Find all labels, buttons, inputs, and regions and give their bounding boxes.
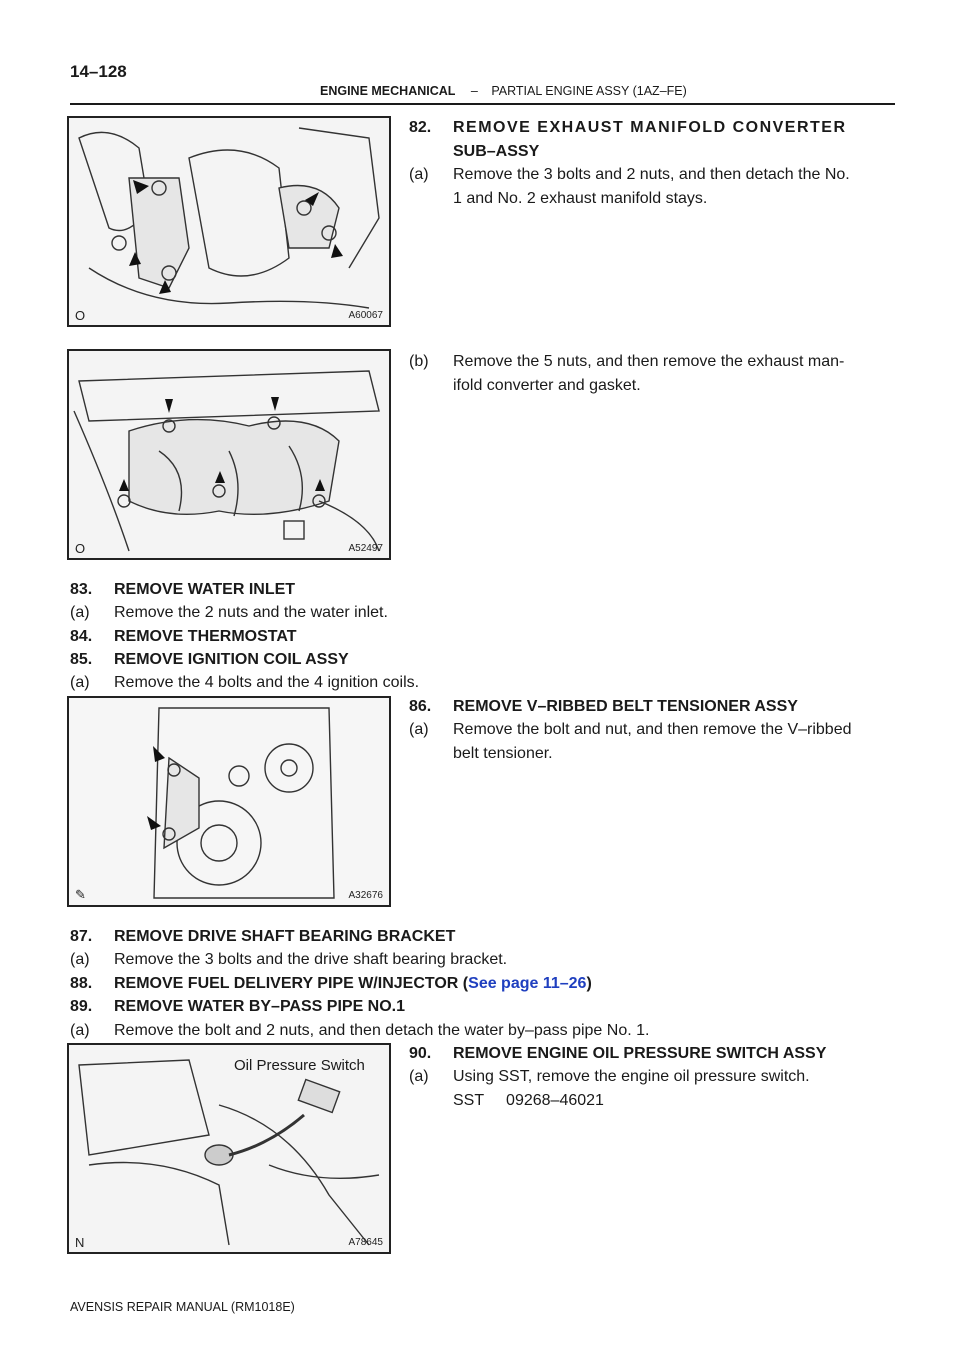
page-number: 14–128: [70, 62, 127, 81]
step-83a: (a) Remove the 2 nuts and the water inlet.: [70, 604, 388, 621]
figure-code: A78645: [348, 1237, 383, 1248]
step-82b-cont: ifold converter and gasket.: [453, 377, 641, 394]
step-85a: (a) Remove the 4 bolts and the 4 ignition coils.: [70, 674, 420, 691]
step-86-title: 86. REMOVE V–RIBBED BELT TENSIONER ASSY: [409, 698, 798, 715]
step-82-title: 82. REMOVE EXHAUST MANIFOLD CONVERTER: [409, 119, 847, 136]
step-90-title: 90. REMOVE ENGINE OIL PRESSURE SWITCH ASSY: [409, 1045, 827, 1062]
figure-exhaust-manifold-stays: [67, 116, 391, 327]
header-rule: [70, 103, 895, 105]
oil-switch-illustration-icon: [69, 1045, 389, 1252]
figure-code: A52497: [348, 543, 383, 554]
step-82a-cont: 1 and No. 2 exhaust manifold stays.: [453, 190, 708, 207]
step-87-title: 87. REMOVE DRIVE SHAFT BEARING BRACKET: [70, 928, 456, 945]
step-85-title: 85. REMOVE IGNITION COIL ASSY: [70, 651, 349, 668]
figure-mark: O: [75, 541, 86, 556]
step-87a: (a) Remove the 3 bolts and the drive shaft bearing bracket.: [70, 951, 508, 968]
see-page-link[interactable]: See page 11–26: [468, 975, 587, 992]
callout-label: Oil Pressure Switch: [234, 1057, 365, 1074]
page-footer: AVENSIS REPAIR MANUAL (RM1018E): [70, 1300, 295, 1314]
figure-mark: O: [75, 308, 86, 323]
figure-oil-pressure-switch: [67, 1043, 391, 1254]
figure-exhaust-manifold-converter: [67, 349, 391, 560]
figure-code: A32676: [348, 890, 383, 901]
header-subsection: PARTIAL ENGINE ASSY (1AZ–FE): [491, 84, 687, 98]
page-header: [320, 84, 687, 98]
step-82-title-cont: SUB–ASSY: [453, 143, 540, 160]
figure-mark: ✎: [75, 887, 86, 902]
step-83-title: 83. REMOVE WATER INLET: [70, 581, 296, 598]
step-90a-sst: SST 09268–46021: [453, 1092, 604, 1109]
figure-belt-tensioner: [67, 696, 391, 907]
step-89a: (a) Remove the bolt and 2 nuts, and then detach the water by–pass pipe No. 1.: [70, 1022, 650, 1039]
step-82b: (b) Remove the 5 nuts, and then remove the exhaust man-: [409, 353, 845, 370]
step-86a: (a) Remove the bolt and nut, and then remove the V–ribbed: [409, 721, 852, 738]
engine-illustration-icon: [69, 118, 389, 325]
figure-code: A60067: [348, 310, 383, 321]
step-89-title: 89. REMOVE WATER BY–PASS PIPE NO.1: [70, 998, 406, 1015]
step-90a: (a) Using SST, remove the engine oil pressure switch.: [409, 1068, 810, 1085]
tensioner-illustration-icon: [69, 698, 389, 905]
step-82a: (a) Remove the 3 bolts and 2 nuts, and then detach the No.: [409, 166, 850, 183]
figure-mark: N: [75, 1235, 85, 1250]
step-84-title: 84. REMOVE THERMOSTAT: [70, 628, 297, 645]
manifold-illustration-icon: [69, 351, 389, 558]
header-section: ENGINE MECHANICAL: [320, 84, 456, 98]
step-88-title: 88. REMOVE FUEL DELIVERY PIPE W/INJECTOR (See page 11–26): [70, 975, 592, 992]
step-86a-cont: belt tensioner.: [453, 745, 553, 762]
header-separator: –: [470, 84, 478, 98]
